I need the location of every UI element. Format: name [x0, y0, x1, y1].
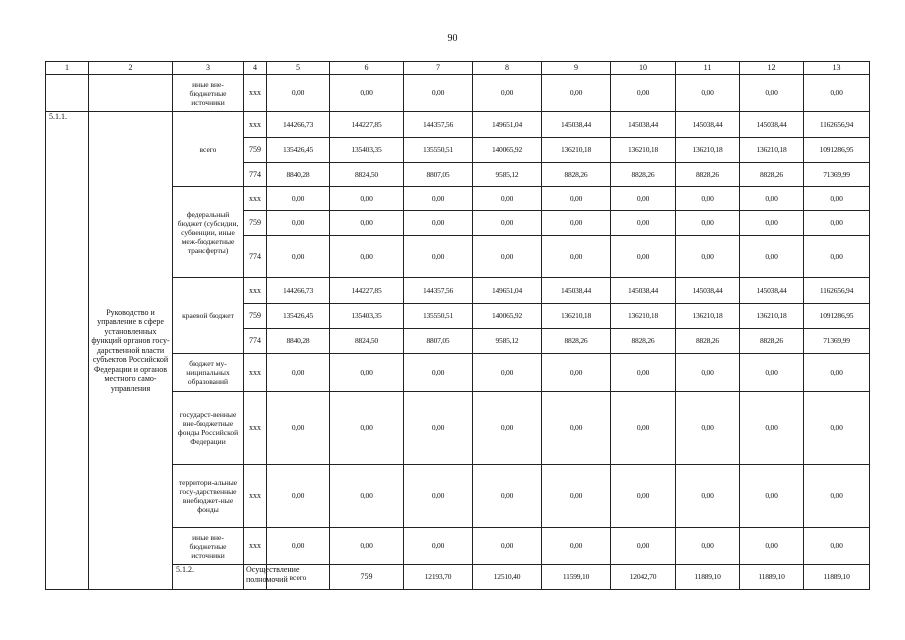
value-cell: 145038,44 — [740, 112, 804, 138]
value-cell: 0,00 — [542, 236, 611, 278]
value-cell: 0,00 — [404, 236, 473, 278]
value-cell: 135426,45 — [267, 138, 330, 163]
value-cell: 145038,44 — [676, 112, 740, 138]
header-cell: 11 — [676, 62, 740, 75]
value-cell: 71369,99 — [804, 163, 870, 187]
item-name: Руководство и управление в сфере установленных функций органов госу-дарственной власти субъектов Российской Федерации и органов местного само-управления — [89, 112, 173, 590]
value-cell: 9585,12 — [473, 163, 542, 187]
value-cell: 135550,51 — [404, 304, 473, 329]
value-cell: 145038,44 — [542, 278, 611, 304]
value-cell: 8828,26 — [611, 329, 676, 354]
value-cell: 8807,05 — [404, 329, 473, 354]
header-cell: 13 — [804, 62, 870, 75]
value-cell: 136210,18 — [542, 138, 611, 163]
value-cell: 145038,44 — [611, 278, 676, 304]
item-name: Осуществление полномочий — [244, 565, 267, 590]
value-cell: 0,00 — [611, 75, 676, 112]
row-code-cell: xxx — [244, 528, 267, 565]
value-cell: 136210,18 — [611, 138, 676, 163]
value-cell: 0,00 — [740, 75, 804, 112]
value-cell: 0,00 — [676, 465, 740, 528]
value-cell: 0,00 — [740, 465, 804, 528]
budget-table — [45, 61, 870, 590]
value-cell: 11889,10 — [740, 565, 804, 590]
value-cell: 140065,92 — [473, 304, 542, 329]
value-cell: 144227,85 — [330, 112, 404, 138]
value-cell: 0,00 — [330, 354, 404, 392]
value-cell: 0,00 — [804, 392, 870, 465]
value-cell: 0,00 — [740, 354, 804, 392]
item-code: 5.1.1. — [46, 112, 89, 590]
value-cell: 135403,35 — [330, 138, 404, 163]
value-cell: 0,00 — [542, 187, 611, 211]
value-cell: 12193,70 — [404, 565, 473, 590]
row-code-cell: xxx — [244, 354, 267, 392]
value-cell: 1162656,94 — [804, 278, 870, 304]
value-cell: 145038,44 — [611, 112, 676, 138]
header-cell: 2 — [89, 62, 173, 75]
row-code-cell: 774 — [244, 163, 267, 187]
value-cell: 0,00 — [611, 465, 676, 528]
value-cell: 0,00 — [473, 75, 542, 112]
value-cell: 8828,26 — [542, 163, 611, 187]
value-cell: 0,00 — [676, 75, 740, 112]
value-cell: 149651,04 — [473, 112, 542, 138]
row-code-cell: xxx — [244, 392, 267, 465]
value-cell: 0,00 — [740, 236, 804, 278]
row-code-cell: xxx — [244, 112, 267, 138]
value-cell: 0,00 — [542, 354, 611, 392]
value-cell: 0,00 — [542, 528, 611, 565]
value-cell: 0,00 — [267, 187, 330, 211]
value-cell: 8828,26 — [611, 163, 676, 187]
value-cell: 136210,18 — [740, 304, 804, 329]
value-cell: 11889,10 — [676, 565, 740, 590]
header-cell: 5 — [267, 62, 330, 75]
value-cell: 0,00 — [404, 528, 473, 565]
name-cell — [89, 75, 173, 112]
source-cell: бюджет му-ниципальных образований — [173, 354, 244, 392]
value-cell: 8828,26 — [676, 329, 740, 354]
value-cell: 0,00 — [267, 465, 330, 528]
value-cell: 8828,26 — [740, 163, 804, 187]
source-cell: иные вне-бюджетные источники — [173, 528, 244, 565]
value-cell: 144227,85 — [330, 278, 404, 304]
source-cell: территори-альные госу-дарственные внебюджет-ные фонды — [173, 465, 244, 528]
value-cell: 0,00 — [611, 187, 676, 211]
value-cell: 1162656,94 — [804, 112, 870, 138]
header-cell: 1 — [46, 62, 89, 75]
value-cell: 136210,18 — [676, 304, 740, 329]
header-cell: 7 — [404, 62, 473, 75]
header-cell: 8 — [473, 62, 542, 75]
value-cell: 0,00 — [330, 75, 404, 112]
value-cell: 0,00 — [676, 236, 740, 278]
value-cell: 135403,35 — [330, 304, 404, 329]
code-cell — [46, 75, 89, 112]
value-cell: 1091286,95 — [804, 304, 870, 329]
value-cell: 136210,18 — [740, 138, 804, 163]
source-cell: всего — [173, 112, 244, 187]
value-cell: 136210,18 — [611, 304, 676, 329]
value-cell: 0,00 — [473, 354, 542, 392]
header-cell: 6 — [330, 62, 404, 75]
value-cell: 0,00 — [404, 211, 473, 236]
value-cell: 0,00 — [330, 465, 404, 528]
value-cell: 0,00 — [473, 211, 542, 236]
value-cell: 0,00 — [473, 465, 542, 528]
value-cell: 0,00 — [611, 354, 676, 392]
value-cell: 136210,18 — [676, 138, 740, 163]
value-cell: 0,00 — [404, 75, 473, 112]
value-cell: 140065,92 — [473, 138, 542, 163]
value-cell: 0,00 — [267, 354, 330, 392]
table-row — [46, 112, 870, 138]
header-cell: 3 — [173, 62, 244, 75]
value-cell: 0,00 — [676, 392, 740, 465]
value-cell: 71369,99 — [804, 329, 870, 354]
value-cell: 0,00 — [804, 354, 870, 392]
value-cell: 8840,28 — [267, 163, 330, 187]
value-cell: 135550,51 — [404, 138, 473, 163]
row-code-cell: 774 — [244, 236, 267, 278]
value-cell: 0,00 — [740, 528, 804, 565]
value-cell: 0,00 — [676, 528, 740, 565]
value-cell: 12510,40 — [473, 565, 542, 590]
item-code: 5.1.2. — [173, 565, 244, 590]
header-cell: 10 — [611, 62, 676, 75]
value-cell: 0,00 — [676, 354, 740, 392]
header-cell: 12 — [740, 62, 804, 75]
value-cell: 0,00 — [404, 465, 473, 528]
value-cell: 149651,04 — [473, 278, 542, 304]
row-code-cell: 759 — [244, 138, 267, 163]
value-cell: 0,00 — [267, 236, 330, 278]
value-cell: 0,00 — [542, 392, 611, 465]
value-cell: 8807,05 — [404, 163, 473, 187]
value-cell: 145038,44 — [676, 278, 740, 304]
header-cell: 9 — [542, 62, 611, 75]
value-cell: 145038,44 — [542, 112, 611, 138]
value-cell: 0,00 — [267, 75, 330, 112]
value-cell: 136210,18 — [542, 304, 611, 329]
value-cell: 8840,28 — [267, 329, 330, 354]
value-cell: 8824,50 — [330, 329, 404, 354]
value-cell: 0,00 — [330, 211, 404, 236]
value-cell: 0,00 — [267, 211, 330, 236]
value-cell: 12042,70 — [611, 565, 676, 590]
row-code-cell: xxx — [244, 187, 267, 211]
row-code-cell: xxx — [244, 465, 267, 528]
value-cell: 0,00 — [676, 187, 740, 211]
value-cell: 0,00 — [542, 75, 611, 112]
value-cell: 0,00 — [473, 528, 542, 565]
value-cell: 8828,26 — [676, 163, 740, 187]
source-cell: иные вне-бюджетные источники — [173, 75, 244, 112]
value-cell: 0,00 — [267, 392, 330, 465]
row-code-cell: 759 — [244, 211, 267, 236]
value-cell: 0,00 — [542, 211, 611, 236]
value-cell: 0,00 — [330, 392, 404, 465]
value-cell: 0,00 — [804, 187, 870, 211]
value-cell: 0,00 — [804, 236, 870, 278]
value-cell: 0,00 — [740, 392, 804, 465]
value-cell: 11599,10 — [542, 565, 611, 590]
value-cell: 0,00 — [473, 236, 542, 278]
value-cell: 0,00 — [473, 187, 542, 211]
source-cell: федеральный бюджет (субсидии, субвенции, иные меж-бюджетные трансферты) — [173, 187, 244, 278]
value-cell: 0,00 — [404, 354, 473, 392]
value-cell: 0,00 — [404, 392, 473, 465]
value-cell: 0,00 — [611, 236, 676, 278]
value-cell: 8828,26 — [542, 329, 611, 354]
row-code-cell: 759 — [244, 304, 267, 329]
value-cell: 0,00 — [330, 236, 404, 278]
value-cell: 8828,26 — [740, 329, 804, 354]
row-code-cell: 774 — [244, 329, 267, 354]
value-cell: 144357,56 — [404, 112, 473, 138]
value-cell: 0,00 — [740, 187, 804, 211]
source-cell: государст-венные вне-бюджетные фонды Российской Федерации — [173, 392, 244, 465]
value-cell: 0,00 — [804, 528, 870, 565]
value-cell: 11889,10 — [804, 565, 870, 590]
value-cell: 0,00 — [330, 528, 404, 565]
value-cell: 0,00 — [676, 211, 740, 236]
value-cell: 0,00 — [740, 211, 804, 236]
value-cell: 0,00 — [611, 528, 676, 565]
value-cell: 0,00 — [330, 187, 404, 211]
page-number: 90 — [447, 33, 458, 44]
source-cell: краевой бюджет — [173, 278, 244, 354]
header-cell: 4 — [244, 62, 267, 75]
value-cell: 144357,56 — [404, 278, 473, 304]
value-cell: 144266,73 — [267, 112, 330, 138]
value-cell: 0,00 — [611, 211, 676, 236]
table-row — [46, 75, 870, 112]
row-code-cell: xxx — [244, 75, 267, 112]
value-cell: 9585,12 — [473, 329, 542, 354]
row-code-cell: xxx — [244, 278, 267, 304]
value-cell: 0,00 — [804, 465, 870, 528]
value-cell: 0,00 — [473, 392, 542, 465]
value-cell: 0,00 — [404, 187, 473, 211]
value-cell: 0,00 — [804, 75, 870, 112]
value-cell: 0,00 — [542, 465, 611, 528]
header-row — [46, 62, 870, 75]
value-cell: 0,00 — [267, 528, 330, 565]
row-code-cell: 759 — [330, 565, 404, 590]
value-cell: 145038,44 — [740, 278, 804, 304]
value-cell: 135426,45 — [267, 304, 330, 329]
value-cell: 1091286,95 — [804, 138, 870, 163]
source-cell: всего — [267, 565, 330, 590]
value-cell: 8824,50 — [330, 163, 404, 187]
value-cell: 0,00 — [804, 211, 870, 236]
value-cell: 144266,73 — [267, 278, 330, 304]
value-cell: 0,00 — [611, 392, 676, 465]
